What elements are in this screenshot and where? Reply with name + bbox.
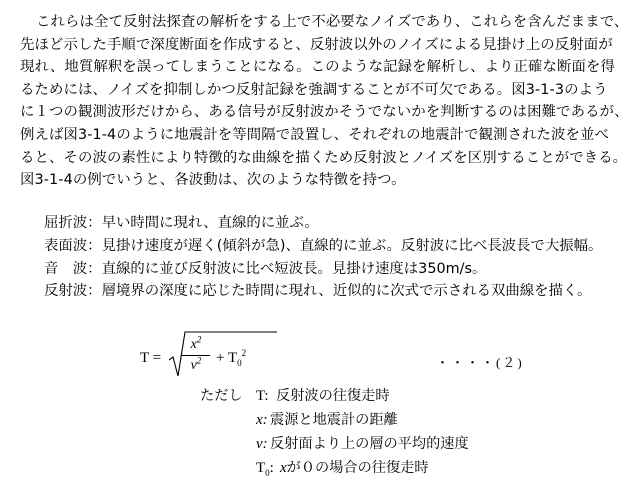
wave-item-sound xyxy=(44,258,602,281)
paragraph-line: これらは全て反射法探査の解析をする上で不必要なノイズであり、これらを含んだままで、 xyxy=(36,14,629,30)
fraction-denominator: $v^2$ xyxy=(190,355,202,373)
definition-symbol: $T_0$: xyxy=(256,460,274,478)
definition-text: 震源と地震計の距離 xyxy=(270,412,398,428)
wave-desc: 見掛け速度が遅く(傾斜が急)、直線的に並ぶ。反射波に比べ長波長で大振幅。 xyxy=(101,237,603,254)
wave-desc: 早い時間に現れ、直線的に並ぶ。 xyxy=(101,215,319,231)
wave-item-reflected xyxy=(44,280,602,303)
paragraph-line: 図3-1-4の例でいうと、各波動は、次のような特徴を持つ。 xyxy=(20,172,406,189)
wave-desc: 層境界の深度に応じた時間に現れ、近似的に次式で示される双曲線を描く。 xyxy=(101,283,592,300)
definition-symbol: T: xyxy=(256,388,269,404)
equation-number: ・・・・(２) xyxy=(436,355,524,370)
wave-name: 屈折波： xyxy=(44,215,102,231)
body-paragraph xyxy=(20,11,628,192)
paragraph-line: 例えば図3-1-4のように地震計を等間隔で設置し、それぞれの地震計で観測された波を並べ xyxy=(20,126,609,143)
wave-feature-list xyxy=(44,212,602,303)
wave-item-refracted xyxy=(44,212,602,235)
hyperbola-formula xyxy=(140,330,600,386)
wave-desc: 直線的に並び反射波に比べ短波長。見掛け速度は350m/s。 xyxy=(101,260,487,277)
wave-name: 反射波： xyxy=(44,283,102,300)
wave-item-surface xyxy=(44,235,602,258)
paragraph-line: るためには、ノイズを抑制しかつ反射記録を強調することが不可欠である。図3-1-3のよう xyxy=(20,81,608,98)
formula-t0-term: + $T_0^2$ xyxy=(216,348,247,368)
wave-name: 音 波： xyxy=(44,260,102,277)
formula-lhs: T = xyxy=(140,350,162,366)
wave-name: 表面波： xyxy=(44,237,102,254)
definition-text: 反射面より上の層の平均的速度 xyxy=(270,436,469,452)
paragraph-line: 現れ、地質解釈を誤ってしまうことになる。このような記録を解析し、より正確な断面を得 xyxy=(20,59,615,76)
definition-text: xが０の場合の往復走時 xyxy=(280,460,429,476)
paragraph-line: に１つの観測波形だけから、ある信号が反射波かそうでないかを判断するのは困難であるが、 xyxy=(20,104,629,121)
definition-text: 反射波の往復走時 xyxy=(276,388,390,404)
definition-symbol: x: xyxy=(256,412,268,428)
paragraph-line: ると、その波の素性により特徴的な曲線を描くため反射波とノイズを区別することができる。 xyxy=(20,149,628,166)
fraction-numerator: $x^2$ xyxy=(190,334,202,352)
definition-symbol: v: xyxy=(256,436,268,452)
definitions-label: ただし xyxy=(200,388,243,404)
formula-fraction xyxy=(182,336,210,375)
paragraph-line: 先ほど示した手順で深度断面を作成すると、反射波以外のノイズによる見掛け上の反射面が xyxy=(20,36,613,53)
